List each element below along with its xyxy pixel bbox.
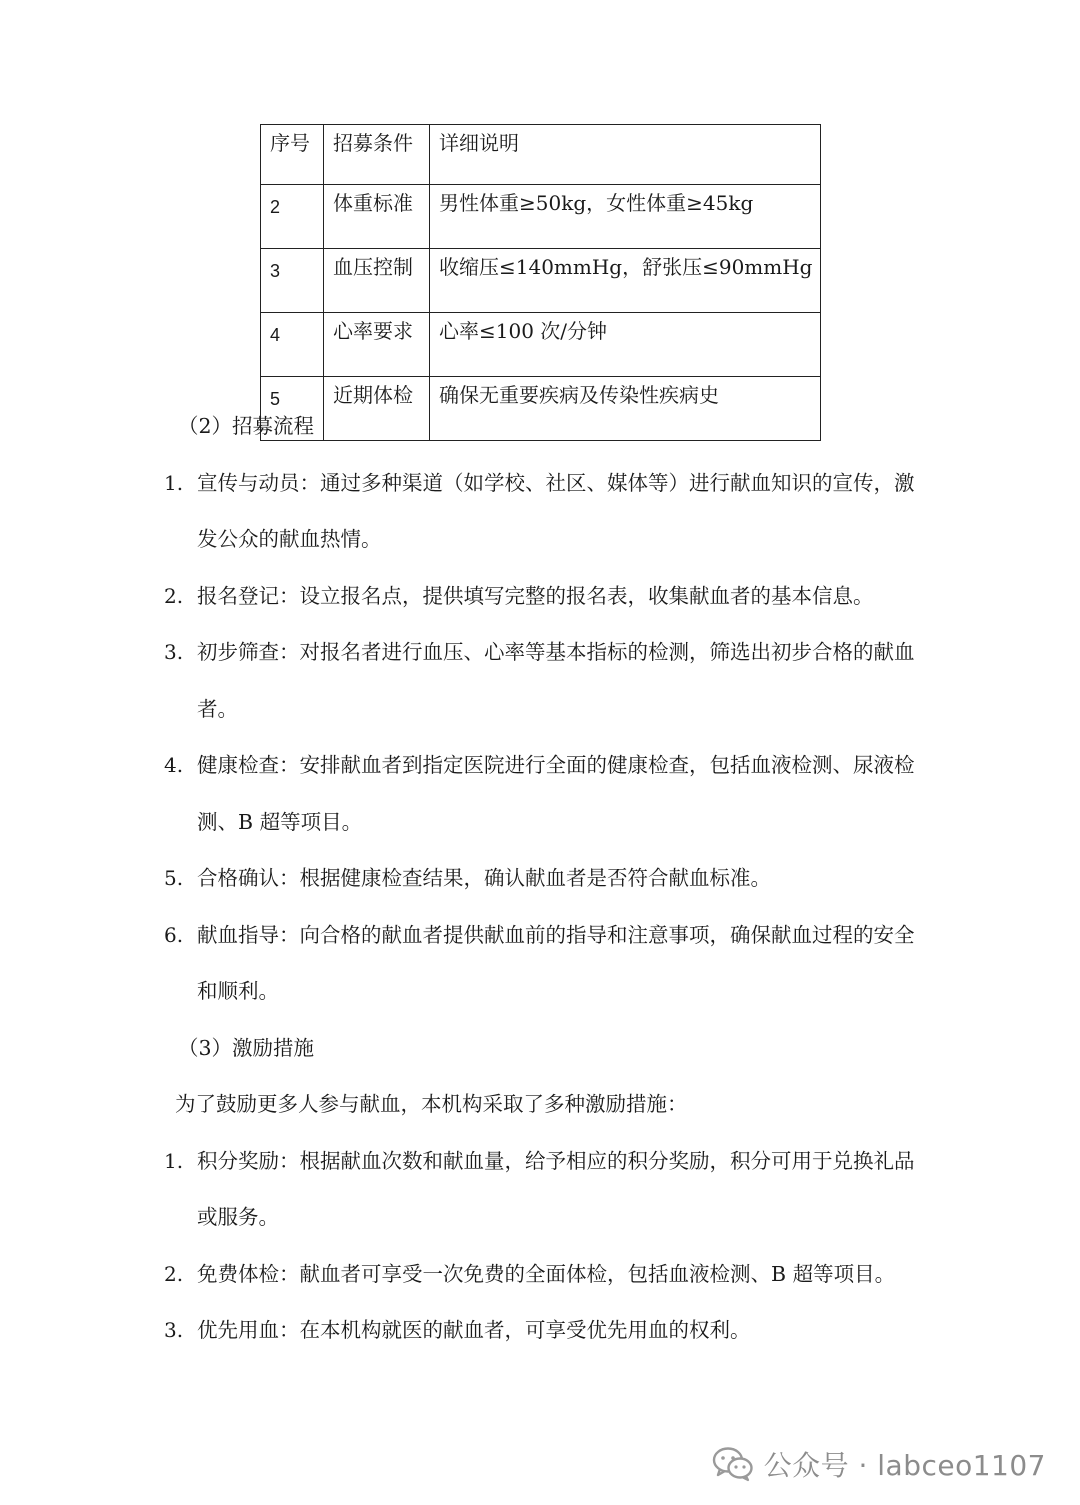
table-header-row bbox=[261, 125, 821, 185]
section-intro: 为了鼓励更多人参与献血，本机构采取了多种激励措施： bbox=[175, 1092, 688, 1116]
table-row bbox=[261, 185, 821, 249]
list-number: 1. bbox=[164, 471, 184, 495]
watermark-text: 公众号 · labceo1107 bbox=[763, 1449, 1046, 1482]
list-number: 3. bbox=[164, 640, 184, 664]
list-item: 宣传与动员：通过多种渠道（如学校、社区、媒体等）进行献血知识的宣传，激 bbox=[197, 471, 915, 495]
list-item: 献血指导：向合格的献血者提供献血前的指导和注意事项，确保献血过程的安全 bbox=[197, 923, 915, 947]
list-item-continuation: 或服务。 bbox=[197, 1205, 279, 1229]
table-cell: 确保无重要疾病及传染性疾病史 bbox=[430, 377, 821, 441]
requirements-table bbox=[260, 124, 821, 441]
list-item: 初步筛查：对报名者进行血压、心率等基本指标的检测，筛选出初步合格的献血 bbox=[197, 640, 915, 664]
table-cell: 体重标准 bbox=[324, 185, 430, 249]
list-number: 2. bbox=[164, 584, 184, 608]
table-row bbox=[261, 313, 821, 377]
list-number: 2. bbox=[164, 1262, 184, 1286]
table-cell: 男性体重≥50kg，女性体重≥45kg bbox=[430, 185, 821, 249]
list-item: 合格确认：根据健康检查结果，确认献血者是否符合献血标准。 bbox=[197, 866, 771, 890]
section-heading: （2）招募流程 bbox=[178, 414, 315, 438]
list-item: 积分奖励：根据献血次数和献血量，给予相应的积分奖励，积分可用于兑换礼品 bbox=[197, 1149, 915, 1173]
list-item-continuation: 发公众的献血热情。 bbox=[197, 527, 382, 551]
list-number: 1. bbox=[164, 1149, 184, 1173]
section-heading: （3）激励措施 bbox=[178, 1036, 315, 1060]
list-number: 6. bbox=[164, 923, 184, 947]
list-item: 健康检查：安排献血者到指定医院进行全面的健康检查，包括血液检测、尿液检 bbox=[197, 753, 915, 777]
list-item-continuation: 测、B 超等项目。 bbox=[197, 810, 363, 834]
table-cell: 心率要求 bbox=[324, 313, 430, 377]
list-item: 优先用血：在本机构就医的献血者，可享受优先用血的权利。 bbox=[197, 1318, 751, 1342]
table-cell: 4 bbox=[261, 313, 324, 377]
table-cell: 3 bbox=[261, 249, 324, 313]
watermark bbox=[712, 1444, 1046, 1484]
table-header-cell: 招募条件 bbox=[324, 125, 430, 185]
list-item-continuation: 者。 bbox=[197, 697, 238, 721]
table-cell: 2 bbox=[261, 185, 324, 249]
table-header-cell: 序号 bbox=[261, 125, 324, 185]
list-number: 5. bbox=[164, 866, 184, 890]
table-cell: 血压控制 bbox=[324, 249, 430, 313]
list-number: 3. bbox=[164, 1318, 184, 1342]
list-item: 报名登记：设立报名点，提供填写完整的报名表，收集献血者的基本信息。 bbox=[197, 584, 874, 608]
list-item: 免费体检：献血者可享受一次免费的全面体检，包括血液检测、B 超等项目。 bbox=[197, 1262, 896, 1286]
table-row bbox=[261, 377, 821, 441]
wechat-icon bbox=[712, 1446, 754, 1482]
table-cell: 心率≤100 次/分钟 bbox=[430, 313, 821, 377]
table-cell: 5 bbox=[261, 377, 324, 441]
table-cell: 收缩压≤140mmHg，舒张压≤90mmHg bbox=[430, 249, 821, 313]
list-item-continuation: 和顺利。 bbox=[197, 979, 279, 1003]
table-header-cell: 详细说明 bbox=[430, 125, 821, 185]
table-cell: 近期体检 bbox=[324, 377, 430, 441]
list-number: 4. bbox=[164, 753, 184, 777]
table-row bbox=[261, 249, 821, 313]
